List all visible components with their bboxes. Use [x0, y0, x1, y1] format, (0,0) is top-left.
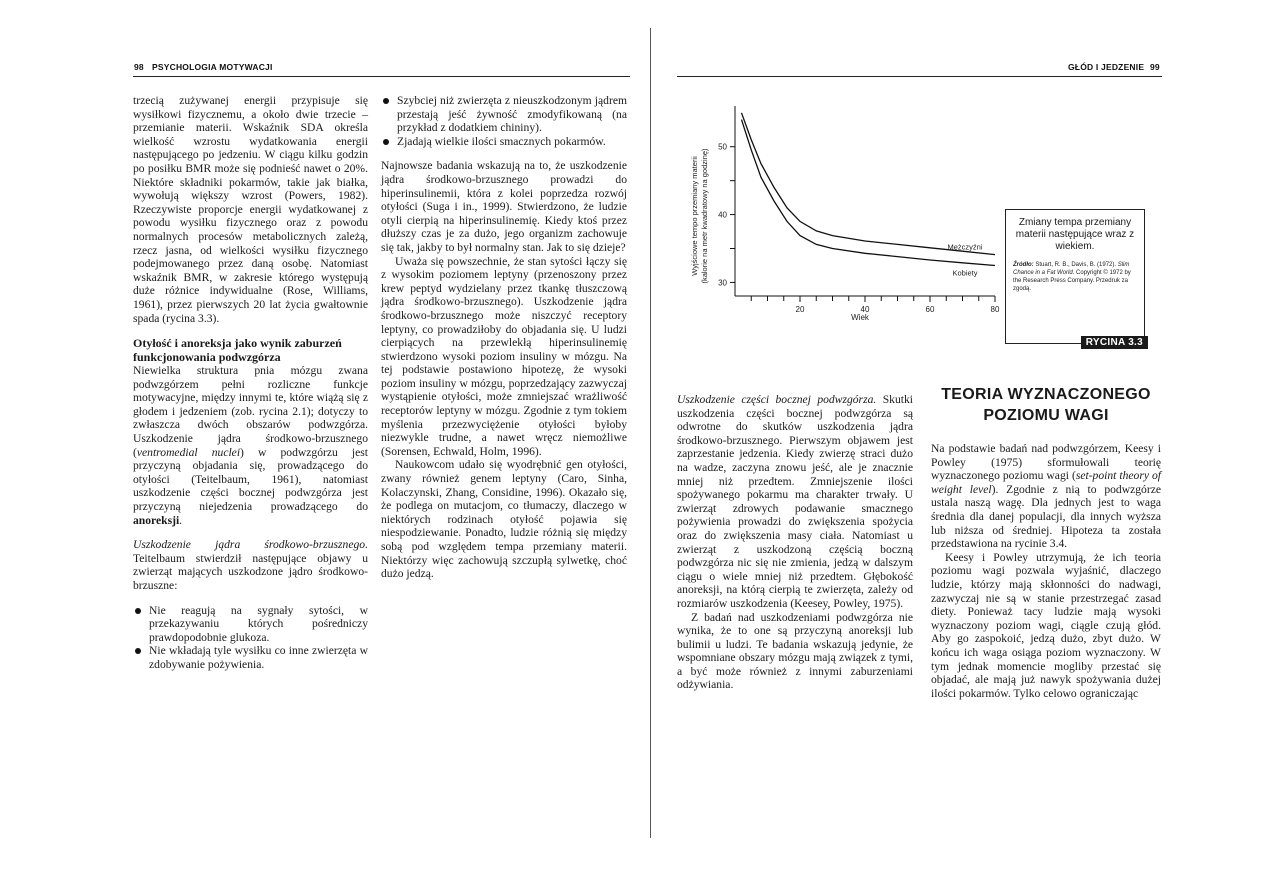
bullet-list [133, 604, 368, 672]
x-tick-label: 60 [925, 305, 935, 314]
metabolism-chart [670, 96, 1000, 326]
figure-label: RYCINA 3.3 [1081, 336, 1148, 349]
section-heading-obesity: Otyłość i anoreksja jako wynik zaburzeń funkcjonowania podwzgórza [133, 336, 342, 365]
paragraph: trzecią zużywanej energii przypisuje się wysiłkowi fizycznemu, a około dwie trzecie – przemianie materii. Wskaźnik SDA określa wielkość wzrostu wydatkowania energii następującego po jedzeniu. W ciągu kilku godzin po posiłku BMR może się podnieść nawet o 20%. Niektóre składniki pokarmów, takie jak białka, wywołują większy wzrost (Powers, 1982). Rzeczywiste proporcje energii wydatkowanej z powodu wysiłku fizycznego oraz z powodu normalnych procesów metabolicznych zależą, rzecz jasna, od wielkości wysiłku fizycznego podejmowanego przez daną osobę. Natomiast wskaźnik BMR, w zakresie którego występują duże różnice indywidualne (Rose, Williams, 1961), przez pierwszych 20 lat życia gwałtownie spada (rycina 3.3). [133, 94, 368, 325]
series-line-men [742, 113, 996, 255]
list-item: Nie reagują na sygnały sytości, w przekazywaniu których pośredniczy prawdopodobnie glukoza. [133, 604, 368, 645]
series-label: Kobiety [952, 268, 978, 278]
left-page-number: 98 [134, 62, 144, 72]
x-tick-label: 40 [860, 305, 870, 314]
figure-title: Zmiany tempa przemiany materii następujące wraz z wiekiem. [1015, 217, 1135, 252]
list-item: Nie wkładają tyle wysiłku co inne zwierzęta w zdobywanie pożywienia. [133, 644, 368, 671]
x-tick-label: 80 [990, 305, 1000, 314]
y-axis-title-line-2: (kalorie na metr kwadratowy na godzinę) [700, 148, 709, 284]
paragraph: Uważa się powszechnie, że stan sytości łączy się z wysokim poziomem leptyny (przenoszony przez krew peptyd wydzielany przez tkankę tłuszczową jądra środkowo-brzusznego). Uszkodzenie jądra środkowo-brzusznego może niszczyć receptory leptyny, co prowadziłoby do objadania się. U ludzi cierpiących na przewlekłą hiperinsulinemię stwierdzono wysoki poziom insuliny w mózgu. Na tej podstawie postawiono hipotezę, że wysoki poziom insuliny w mózgu, poprzedzający zazwyczaj wystąpienie otyłości, może zmniejszać wrażliwość receptorów leptyny w mózgu. Zgodnie z tym tokiem myślenia przezwyciężenie otyłości byłoby niezwykle trudne, a nawet wręcz niemożliwe (Sorensen, Echwald, Holm, 1996). [381, 254, 627, 458]
list-item: Szybciej niż zwierzęta z nieuszkodzonym jądrem przestają jeść żywność zmodyfikowaną (na przykład z dodatkiem chininy). [381, 94, 627, 135]
paragraph: Z badań nad uszkodzeniami podwzgórza nie wynika, że to one są przyczyną anoreksji lub bulimii u ludzi. Te badania wskazują jedynie, że wspomniane obszary mózgu mają związek z tymi, a być może również z innymi zaburzeniami odżywiania. [677, 610, 913, 692]
y-tick-label: 50 [718, 142, 727, 152]
x-tick-label: 20 [795, 305, 805, 314]
paragraph: Uszkodzenie jądra środkowo-brzusznego. Teitelbaum stwierdził następujące objawy u zwierząt mających uszkodzone jądro środkowo-brzuszne: [133, 538, 368, 592]
paragraph: Naukowcom udało się wyodrębnić gen otyłości, zwany również genem leptyny (Caro, Sinha, Kolaczynski, Zhang, Considine, 1996). Okazało się, że podlega on mutacjom, co tłumaczy, dlaczego w niektórych rodzinach otyłość pojawia się niespodziewanie. Ponadto, ludzie różnią się między sobą pod względem tempa przemiany materii. Niektórzy więc zachowują szczupłą sylwetkę, choć dużo jedzą. [381, 458, 627, 581]
right-column-2 [931, 384, 1161, 700]
x-axis-title: Wiek [851, 313, 869, 322]
right-column-1 [677, 393, 913, 692]
paragraph: Najnowsze badania wskazują na to, że uszkodzenie jądra środkowo-brzusznego prowadzi do hiperinsulinemii, która z kolei poprzedza rozwój otyłości (Suga i in., 1999). Stwierdzono, że ludzie otyli cierpią na hiperinsulinemię. Kiedy ktoś przez dłuższy czas je za dużo, jego organizm zachowuje się tak, jakby to był normalny stan. Jak to się dzieje? [381, 159, 627, 254]
y-tick-label: 30 [718, 278, 727, 288]
left-header-rule [133, 76, 630, 77]
right-page-number: 99 [1150, 62, 1160, 72]
bullet-list [381, 94, 627, 148]
y-tick-label: 40 [718, 210, 727, 220]
list-item: Zjadają wielkie ilości smacznych pokarmów. [381, 135, 627, 149]
left-column-1 [133, 94, 368, 672]
right-header-rule [677, 76, 1162, 77]
figure-caption-box [1005, 209, 1145, 348]
figure-source: Źródło: Stuart, R. B., Davis, B. (1972). Slim Chance in a Fat World. Copyright © 1972 by the Research Press Company. Przedruk za zgodą. [1013, 262, 1131, 292]
paragraph: Keesy i Powley utrzymują, że ich teoria poziomu wagi pozwala wyjaśnić, dlaczego ludzie, którzy mają skłonności do nadwagi, zazwyczaj nie są w stanie przestrzegać zasad diety. Ponieważ tacy ludzie mają wysoki wyznaczony poziom wagi, ciągle czują głód. Aby go zaspokoić, jedzą dużo, zbyt dużo. W końcu ich waga osiąga poziom wyznaczony. W tym jednak momencie mogliby przestać się objadać, ale mają już nawyk spożywania dużej ilości pokarmów. Tylko celowo ograniczając [931, 550, 1161, 700]
section-heading-set-point: TEORIA WYZNACZONEGO POZIOMU WAGI [941, 386, 1151, 424]
right-running-head: GŁÓD I JEDZENIE [1068, 62, 1145, 72]
page-gutter [650, 28, 651, 838]
y-axis-title [690, 148, 709, 284]
series-label: Mężczyźni [947, 242, 983, 252]
left-running-head: PSYCHOLOGIA MOTYWACJI [152, 62, 273, 72]
paragraph: Niewielka struktura pnia mózgu zwana podwzgórzem pełni rozliczne funkcje motywacyjne, między innymi te, które wiążą się z głodem i jedzeniem (zob. rycina 2.1); dotyczy to zwłaszcza dwóch obszarów podwzgórza. Uszkodzenie jądra środkowo-brzusznego (ventromedial nuclei) w podwzgórzu jest przyczyną objadania się, prowadzącego do otyłości (Teitelbaum, 1961), natomiast uszkodzenie części bocznej podwzgórza jest przyczyną niejedzenia prowadzącego do anoreksji. [133, 364, 368, 527]
left-column-2 [381, 94, 627, 581]
y-axis-title-line-1: Wyjściowe tempo przemiany materii [690, 156, 699, 276]
paragraph: Uszkodzenie części bocznej podwzgórza. Skutki uszkodzenia części bocznej podwzgórza są odwrotne do skutków uszkodzenia jądra środkowo-brzusznego. Pierwszym objawem jest zaprzestanie jedzenia. Kiedy zwierzę straci dużo na wadze, zaczyna znowu jeść, ale je znacznie mniej niż przedtem. Zmniejszenie ilości spożywanego pokarmu ma charakter trwały. U zwierząt zdrowych podawanie smacznego pożywienia prowadzi do zwiększenia spożycia oraz do zwiększenia masy ciała. Natomiast u zwierząt z uszkodzoną częścią boczną podwzgórza nic się nie zmienia, jedzą w dalszym ciągu o wiele mniej niż przedtem. Głębokość anoreksji, na którą cierpią te zwierzęta, zależy od rozmiarów uszkodzenia (Keesey, Powley, 1975). [677, 393, 913, 610]
paragraph: Na podstawie badań nad podwzgórzem, Keesy i Powley (1975) sformułowali teorię wyznaczonego poziomu wagi (set-point theory of weight level). Zgodnie z nią to podwzgórze ustala naszą wagę. Dla jednych jest to waga średnia dla danej populacji, dla innych wyższa lub niższa od średniej. Hipoteza ta została przedstawiona na rycinie 3.4. [931, 442, 1161, 551]
